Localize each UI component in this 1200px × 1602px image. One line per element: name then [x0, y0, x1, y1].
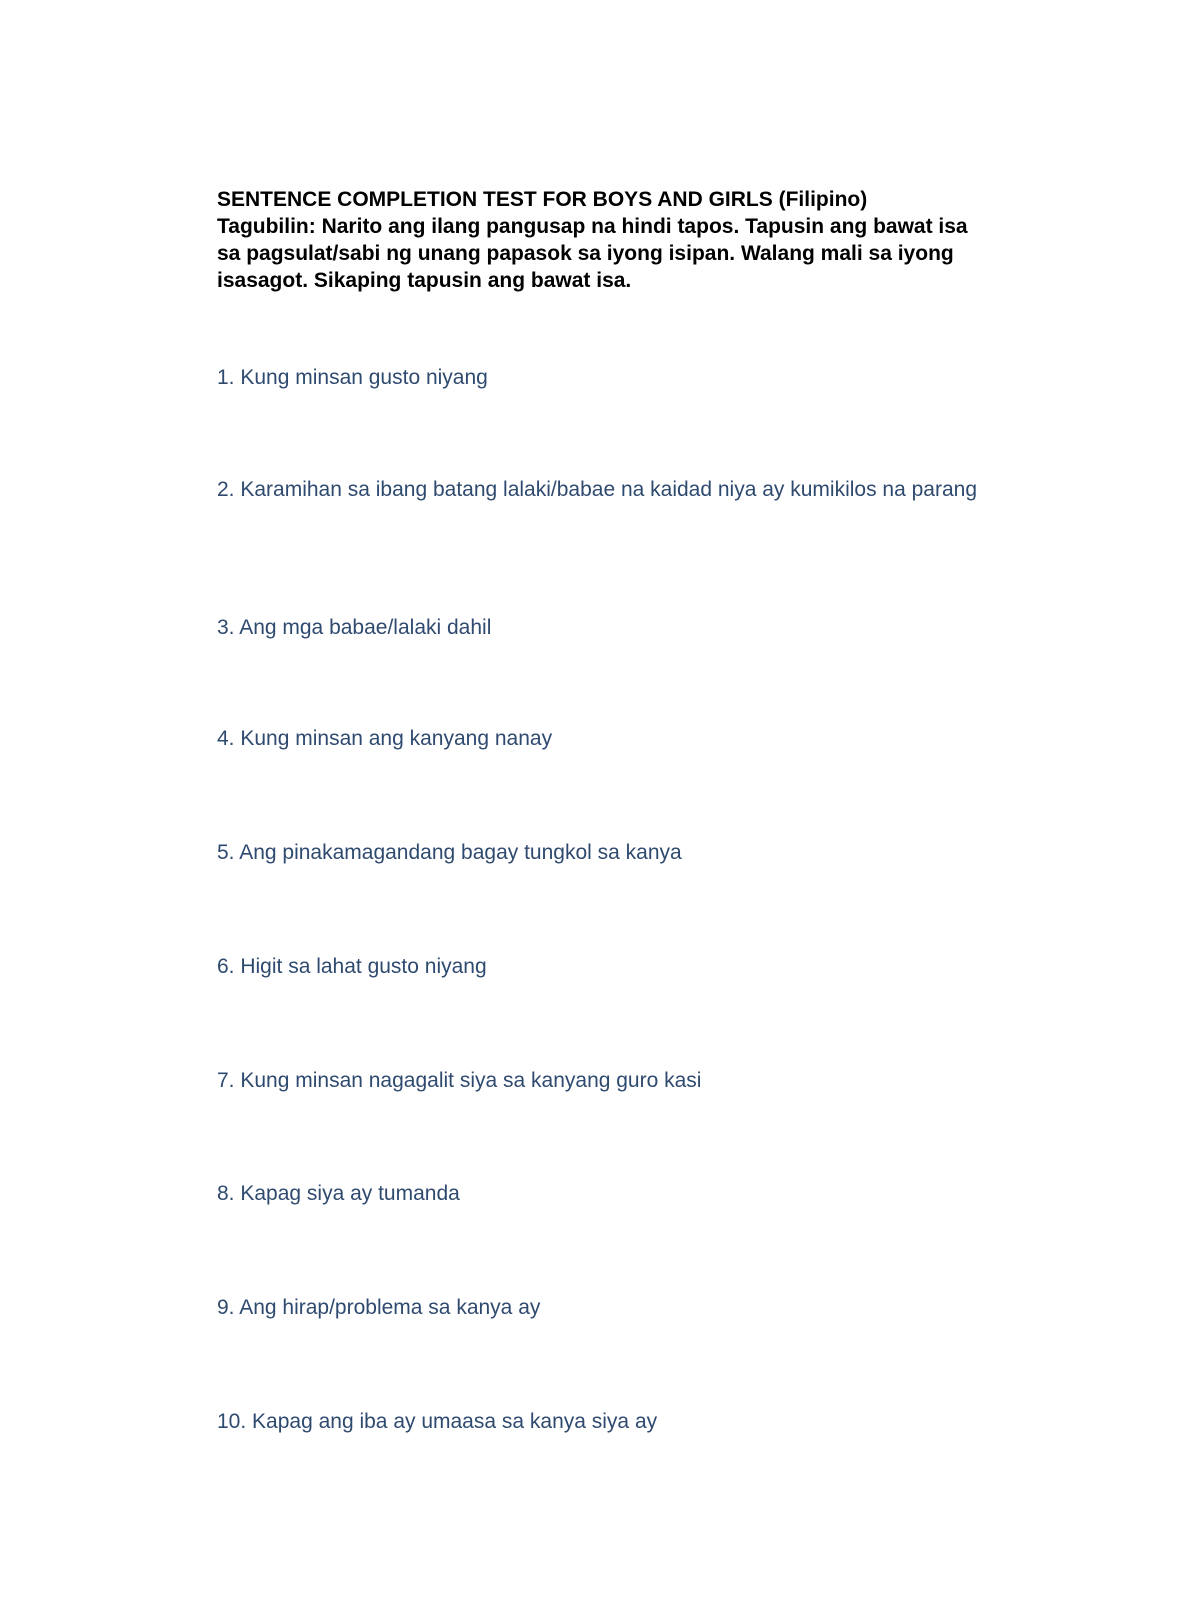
- sentence-item-8: 8. Kapag siya ay tumanda: [217, 1182, 460, 1205]
- sentence-item-7: 7. Kung minsan nagagalit siya sa kanyang guro kasi: [217, 1069, 702, 1092]
- sentence-item-6: 6. Higit sa lahat gusto niyang: [217, 955, 487, 978]
- sentence-item-2: 2. Karamihan sa ibang batang lalaki/babae na kaidad niya ay kumikilos na parang: [217, 478, 977, 501]
- document-header: [217, 186, 1007, 294]
- sentence-item-3: 3. Ang mga babae/lalaki dahil: [217, 616, 492, 639]
- sentence-item-10: 10. Kapag ang iba ay umaasa sa kanya siya ay: [217, 1410, 658, 1433]
- sentence-item-9: 9. Ang hirap/problema sa kanya ay: [217, 1296, 541, 1319]
- sentence-item-4: 4. Kung minsan ang kanyang nanay: [217, 727, 553, 750]
- instructions: [217, 213, 1007, 294]
- sentence-item-1: 1. Kung minsan gusto niyang: [217, 366, 488, 389]
- page-title: SENTENCE COMPLETION TEST FOR BOYS AND GIRLS (Filipino): [217, 188, 868, 211]
- instructions-line-2: sa pagsulat/sabi ng unang papasok sa iyong isipan. Walang mali sa iyong isasagot. Sikaping tapusin ang bawat isa.: [217, 242, 954, 292]
- sentence-item-5: 5. Ang pinakamagandang bagay tungkol sa kanya: [217, 841, 682, 864]
- instructions-line-1: Tagubilin: Narito ang ilang pangusap na hindi tapos. Tapusin ang bawat isa: [217, 215, 968, 238]
